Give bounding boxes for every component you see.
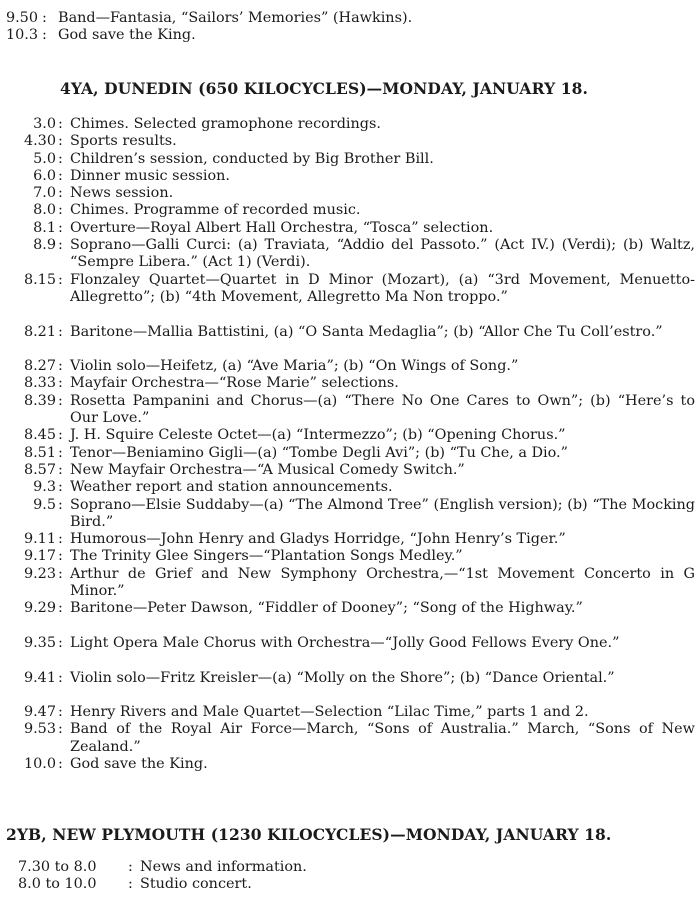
programme-time: 8.39 <box>23 392 56 409</box>
programme-item <box>0 116 700 133</box>
separator: : <box>58 669 63 686</box>
programme-text: Baritone—Mallia Battistini, (a) “O Santa Medaglia”; (b) “Allor Che Tu Coll’estro.” <box>70 323 663 340</box>
programme-item <box>0 10 700 27</box>
programme-text: Studio concert. <box>140 876 252 893</box>
programme-time: 8.0 to 10.0 <box>18 876 97 893</box>
programme-text: News session. <box>70 185 174 202</box>
separator: : <box>58 167 63 184</box>
programme-text: Weather report and station announcements. <box>70 479 393 496</box>
programme-time: 9.35 <box>23 634 56 651</box>
programme-time: 9.29 <box>23 600 56 617</box>
programme-item <box>0 721 700 756</box>
programme-item <box>0 324 700 359</box>
separator: : <box>58 704 63 721</box>
programme-time: 9.47 <box>23 704 56 721</box>
programme-item <box>0 358 700 375</box>
programme-text: Sports results. <box>70 133 177 150</box>
separator: : <box>58 479 63 496</box>
programme-text: Children’s session, conducted by Big Brother Bill. <box>70 150 434 167</box>
separator: : <box>58 150 63 167</box>
separator: : <box>58 721 63 738</box>
programme-text: Violin solo—Heifetz, (a) “Ave Maria”; (b) “On Wings of Song.” <box>70 358 519 375</box>
programme-text: The Trinity Glee Singers—“Plantation Songs Medley.” <box>70 548 463 565</box>
programme-time: 8.21 <box>23 323 56 340</box>
programme-time: 9.17 <box>23 548 56 565</box>
programme-item <box>0 531 700 548</box>
programme-time: 10.0 <box>23 755 56 772</box>
separator: : <box>42 10 47 26</box>
programme-text: Tenor—Beniamino Gigli—(a) “Tombe Degli Avi”; (b) “Tu Che, a Dio.” <box>70 444 568 461</box>
programme-item <box>0 566 700 601</box>
programme-text: Violin solo—Fritz Kreisler—(a) “Molly on the Shore”; (b) “Dance Oriental.” <box>70 669 615 686</box>
programme-text: Arthur de Grief and New Symphony Orchestra,—“1st Movement Concerto in G Minor.” <box>70 565 695 600</box>
programme-text: J. H. Squire Celeste Octet—(a) “Intermezzo”; (b) “Opening Chorus.” <box>70 427 566 444</box>
programme-time: 7.30 to 8.0 <box>18 859 97 875</box>
programme-text: Overture—Royal Albert Hall Orchestra, “Tosca” selection. <box>70 219 494 236</box>
separator: : <box>58 634 63 651</box>
programme-item <box>0 133 700 150</box>
programme-item <box>0 600 700 635</box>
programme-time: 8.9 <box>33 237 56 254</box>
programme-item <box>0 375 700 392</box>
programme-item <box>0 185 700 202</box>
separator: : <box>58 271 63 288</box>
programme-text: God save the King. <box>58 27 196 44</box>
programme-item <box>0 479 700 496</box>
programme-item <box>0 462 700 479</box>
separator: : <box>58 323 63 340</box>
programme-text: Baritone—Peter Dawson, “Fiddler of Dooney”; “Song of the Highway.” <box>70 600 583 617</box>
programme-time: 7.0 <box>33 185 56 202</box>
separator: : <box>58 116 63 132</box>
programme-item <box>0 427 700 444</box>
separator: : <box>58 427 63 444</box>
separator: : <box>58 496 63 513</box>
programme-time: 9.50 <box>5 10 38 26</box>
programme-time: 6.0 <box>33 167 56 184</box>
programme-text: Dinner music session. <box>70 167 230 184</box>
separator: : <box>58 600 63 617</box>
separator: : <box>58 548 63 565</box>
programme-time: 8.57 <box>23 461 56 478</box>
programme-text: Band—Fantasia, “Sailors’ Memories” (Hawkins). <box>58 10 413 26</box>
programme-item <box>0 168 700 185</box>
programme-item <box>0 859 700 876</box>
programme-item <box>0 704 700 721</box>
station-programme-4ya <box>0 116 700 773</box>
station-programme-2yb <box>0 859 700 894</box>
programme-item <box>0 237 700 272</box>
separator: : <box>58 392 63 409</box>
separator: : <box>128 859 133 875</box>
programme-item <box>0 393 700 428</box>
programme-text: Flonzaley Quartet—Quartet in D Minor (Mozart), (a) “3rd Movement, Menuetto-Allegretto”; (b) “4th Movement, Allegretto Ma Non troppo.” <box>70 271 695 305</box>
programme-item <box>0 272 700 324</box>
programme-item <box>0 497 700 532</box>
programme-item <box>0 27 700 44</box>
programme-text: New Mayfair Orchestra—“A Musical Comedy Switch.” <box>70 461 465 478</box>
programme-item <box>0 151 700 168</box>
programme-item <box>0 202 700 219</box>
programme-time: 4.30 <box>23 133 56 150</box>
programme-time: 9.53 <box>23 721 56 738</box>
programme-time: 9.11 <box>23 531 56 548</box>
separator: : <box>58 375 63 392</box>
programme-text: Humorous—John Henry and Gladys Horridge, “John Henry’s Tiger.” <box>70 531 566 548</box>
programme-time: 9.41 <box>23 669 56 686</box>
programme-time: 8.0 <box>33 202 56 219</box>
separator: : <box>58 185 63 202</box>
separator: : <box>58 358 63 375</box>
separator: : <box>58 755 63 772</box>
separator: : <box>128 876 133 893</box>
separator: : <box>58 133 63 150</box>
programme-time: 8.45 <box>23 427 56 444</box>
programme-time: 10.3 <box>5 27 38 44</box>
programme-text: Mayfair Orchestra—“Rose Marie” selections. <box>70 375 399 392</box>
programme-text: Soprano—Galli Curci: (a) Traviata, “Addio del Passoto.” (Act IV.) (Verdi); (b) Waltz, “Sempre Libera.” (Act 1) (Verdi). <box>70 237 695 271</box>
programme-item <box>0 670 700 705</box>
programme-time: 8.1 <box>33 219 56 236</box>
separator: : <box>58 219 63 236</box>
programme-item <box>0 635 700 670</box>
separator: : <box>42 27 47 44</box>
previous-station-tail <box>0 10 700 45</box>
programme-text: News and information. <box>140 859 307 875</box>
separator: : <box>58 202 63 219</box>
programme-text: Soprano—Elsie Suddaby—(a) “The Almond Tree” (English version); (b) “The Mocking Bird.” <box>70 496 695 530</box>
programme-item <box>0 220 700 237</box>
programme-time: 8.33 <box>23 375 56 392</box>
programme-item <box>0 756 700 773</box>
programme-text: Band of the Royal Air Force—March, “Sons of Australia.” March, “Sons of New Zealand.” <box>70 721 695 755</box>
separator: : <box>58 565 63 582</box>
programme-text: Rosetta Pampanini and Chorus—(a) “There No One Cares to Own”; (b) “Here’s to Our Love.” <box>70 392 695 427</box>
programme-time: 8.51 <box>23 444 56 461</box>
programme-time: 9.23 <box>23 565 56 582</box>
programme-time: 9.3 <box>33 479 56 496</box>
separator: : <box>58 444 63 461</box>
programme-item <box>0 548 700 565</box>
programme-text: Chimes. Selected gramophone recordings. <box>70 116 381 132</box>
separator: : <box>58 461 63 478</box>
programme-time: 9.5 <box>33 496 56 513</box>
station-heading-4ya: 4YA, DUNEDIN (650 KILOCYCLES)—MONDAY, JANUARY 18. <box>60 79 588 98</box>
programme-time: 3.0 <box>33 116 56 132</box>
programme-time: 8.15 <box>23 271 56 288</box>
programme-text: Chimes. Programme of recorded music. <box>70 202 361 219</box>
programme-item <box>0 876 700 893</box>
separator: : <box>58 237 63 254</box>
programme-text: God save the King. <box>70 755 208 772</box>
programme-time: 8.27 <box>23 358 56 375</box>
separator: : <box>58 531 63 548</box>
programme-time: 5.0 <box>33 150 56 167</box>
programme-text: Henry Rivers and Male Quartet—Selection “Lilac Time,” parts 1 and 2. <box>70 704 589 721</box>
programme-text: Light Opera Male Chorus with Orchestra—“Jolly Good Fellows Every One.” <box>70 634 620 651</box>
station-heading-2yb: 2YB, NEW PLYMOUTH (1230 KILOCYCLES)—MONDAY, JANUARY 18. <box>6 825 612 844</box>
programme-item <box>0 445 700 462</box>
